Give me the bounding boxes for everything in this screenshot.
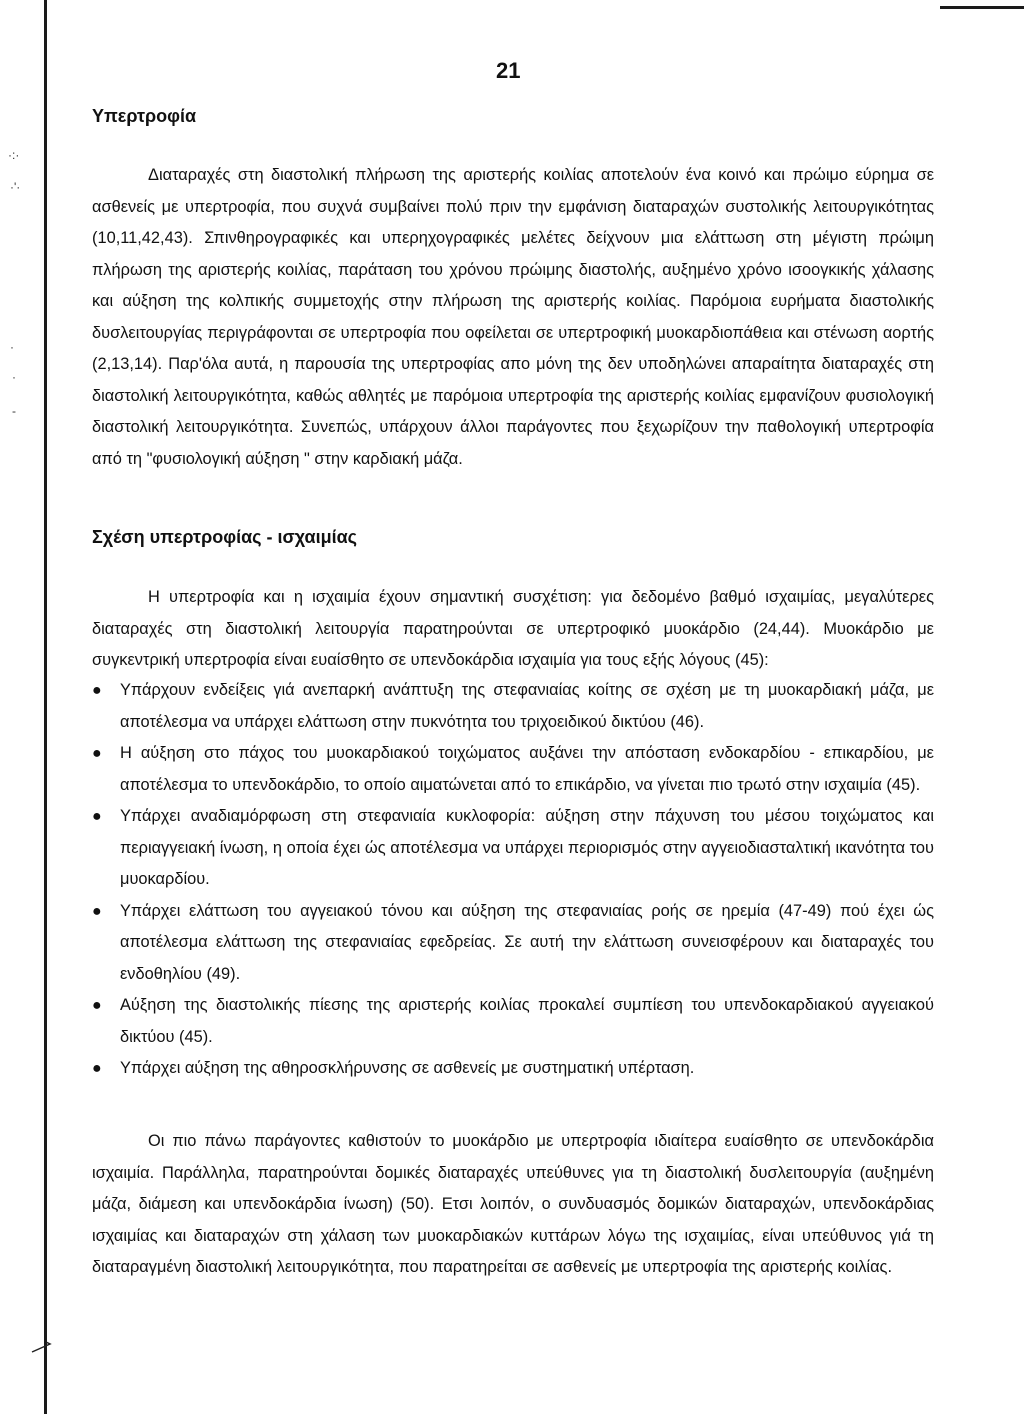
- bullet-icon: ●: [92, 745, 102, 762]
- margin-mark: ·: [12, 370, 16, 384]
- margin-mark: ·: [10, 340, 14, 354]
- list-item: [92, 738, 934, 801]
- margin-mark: -: [12, 404, 16, 418]
- margin-mark: ·'·: [10, 180, 21, 194]
- list-item: [92, 801, 934, 896]
- paragraph-conclusion: Οι πιο πάνω παράγοντες καθιστούν το μυοκάρδιο με υπερτροφία ιδιαίτερα ευαίσθητο σε υπενδοκάρδια ισχαιμία. Παράλληλα, παρατηρούνται δομικές διαταραχές υπεύθυνες για τη διαστολική δυσλειτουργία (αυξημένη μάζα, διάμεση και υπενδοκάρδια ίνωση) (50). Ετσι λοιπόν, ο συνδυασμός δομικών διαταραχών, υπενδοκάρδιας ισχαιμίας και διαταραχών στη χάλαση των μυοκαρδιακών κυττάρων λόγω της ισχαιμίας, είναι υπεύθυνος γιά τη διαταραγμένη διαστολική λειτουργικότητα, που παρατηρείται σε ασθενείς με υπερτροφία της αριστερής κοιλίας.: [92, 1132, 934, 1276]
- section-heading-hypertrophy-ischemia: Σχέση υπερτροφίας - ισχαιμίας: [92, 527, 358, 547]
- list-item-text: Υπάρχει αναδιαμόρφωση στη στεφανιαία κυκλοφορία: αύξηση στην πάχυνση του μέσου τοιχώματος και περιαγγειακή ίνωση, η οποία έχει ώς αποτέλεσμα να υπάρχει περιορισμός στην αγγειοδιασταλτική ικανότητα του μυοκαρδίου.: [120, 807, 934, 888]
- bullet-icon: ●: [92, 902, 102, 920]
- list-item-text: Υπάρχει ελάττωση του αγγειακού τόνου και αύξηση της στεφανιαίας ροής σε ηρεμία (47-49) πού έχει ώς αποτέλεσμα ελάττωση της στεφανιαίας εφεδρείας. Σε αυτή την ελάττωση συνεισφέρουν και διαταραχές του ενδοθηλίου (49).: [120, 901, 934, 983]
- section-heading-hypertrophy: Υπερτροφία: [92, 106, 197, 126]
- list-item: [92, 1053, 934, 1085]
- paragraph-diastolic-filling: Διαταραχές στη διαστολική πλήρωση της αριστερής κοιλίας αποτελούν ένα κοινό και πρώιμο εύρημα σε ασθενείς με υπερτροφία, που συχνά συμβαίνει πολύ πριν την εμφάνιση διαταραχών συστολικής λειτουργικότητας (10,11,42,43). Σπινθηρογραφικές και υπερηχογραφικές μελέτες δείχνουν μια ελάττωση στη μέγιστη πρώιμη πλήρωση της αριστερής κοιλίας, παράταση του χρόνου πρώιμης διαστολής, αυξημένο χρόνο ισοογκικής χάλασης και αύξηση της κολπικής συμμετοχής στην πλήρωση της αριστερής κοιλίας. Παρόμοια ευρήματα διαστολικής δυσλειτουργίας περιγράφονται σε υπερτροφία που οφείλεται σε υπερτροφική μυοκαρδιοπάθεια και στένωση αορτής (2,13,14). Παρ'όλα αυτά, η παρουσία της υπερτροφίας απο μόνη της δεν υποδηλώνει απαραίτητα διαταραχές στη διαστολική λειτουργικότητα, καθώς αθλητές με παρόμοια υπερτροφία της αριστερής κοιλίας εμφανίζουν φυσιολογική διαστολική λειτουργικότητα. Συνεπώς, υπάρχουν άλλοι παράγοντες που ξεχωρίζουν την παθολογική υπερτροφία από τη "φυσιολογική αύξηση " στην καρδιακή μάζα.: [92, 166, 934, 468]
- bullet-icon: ●: [92, 808, 102, 825]
- paragraph-ischemia-intro: Η υπερτροφία και η ισχαιμία έχουν σημαντική συσχέτιση: για δεδομένο βαθμό ισχαιμίας, μεγαλύτερες διαταραχές στη διαστολική λειτουργία παρατηρούνται σε υπερτροφικό μυοκάρδιο (24,44). Μυοκάρδιο με συγκεντρική υπερτροφία είναι ευαίσθητο σε υπενδοκάρδια ισχαιμία για τους εξής λόγους (45):: [92, 588, 934, 669]
- list-item-text: Υπάρχουν ενδείξεις γιά ανεπαρκή ανάπτυξη της στεφανιαίας κοίτης σε σχέση με τη μυοκαρδιακή μάζα, με αποτέλεσμα να υπάρχει ελάττωση στην πυκνότητα του τριχοειδικού δικτύου (46).: [120, 681, 934, 731]
- bullet-icon: ●: [92, 682, 102, 699]
- bullet-icon: ●: [92, 1060, 102, 1077]
- list-item-text: Αύξηση της διαστολικής πίεσης της αριστερής κοιλίας προκαλεί συμπίεση του υπενδοκαρδιακού αγγειακού δικτύου (45).: [120, 996, 934, 1046]
- pen-mark-icon: [30, 1340, 54, 1354]
- list-item-text: Η αύξηση στο πάχος του μυοκαρδιακού τοιχώματος αυξάνει την απόσταση ενδοκαρδίου - επικαρδίου, με αποτέλεσμα το υπενδοκάρδιο, το οποίο αιματώνεται από το επικάρδιο, να γίνεται πιο τρωτό στην ισχαιμία (45).: [120, 744, 934, 794]
- page-number: 21: [496, 58, 521, 83]
- list-item-text: Υπάρχει αύξηση της αθηροσκλήρυνσης σε ασθενείς με συστηματική υπέρταση.: [120, 1059, 695, 1077]
- scan-edge-left: [44, 0, 47, 1414]
- risk-factor-list: [92, 675, 934, 1085]
- list-item: [92, 675, 934, 738]
- margin-mark: ·:·: [8, 148, 20, 162]
- bullet-icon: ●: [92, 997, 102, 1014]
- list-item: [92, 990, 934, 1053]
- list-item: [92, 896, 934, 991]
- scan-edge-top: [940, 6, 1024, 9]
